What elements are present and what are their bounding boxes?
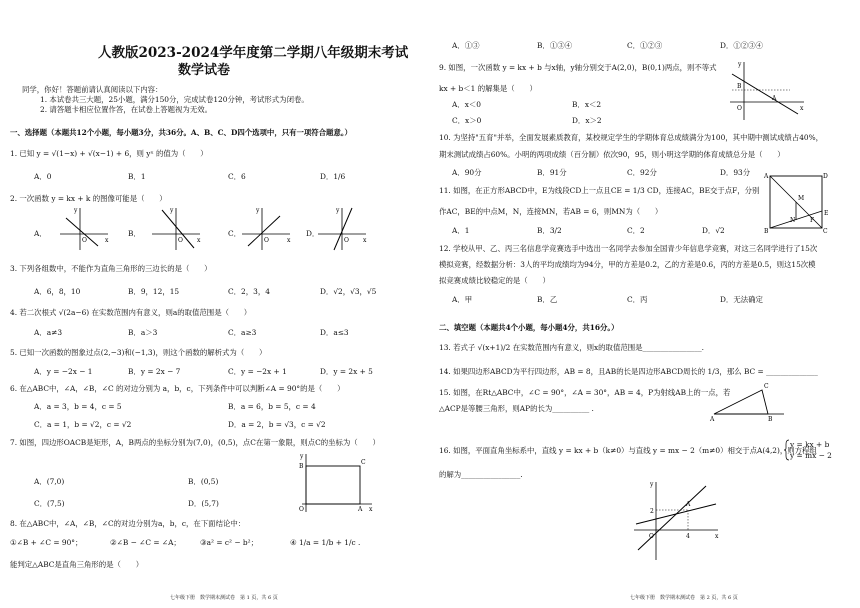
axis-x-label: x (363, 237, 367, 244)
exam-subtitle: 数学试卷 (178, 63, 231, 78)
q8-item-3: ③a² = c² − b²； (200, 538, 258, 547)
point-e-label: E (824, 210, 829, 217)
axis-y-label: y (300, 453, 304, 460)
question-11-cont: 作AC，BE的中点M，N，连接MN，若AB = 6，则MN为（ ） (439, 207, 663, 216)
axis-x-label: x (369, 506, 373, 513)
q16-system-eq-2: y = mx − 2 (790, 451, 832, 460)
point-a-label: A (686, 501, 691, 508)
q2-option-c: C． (228, 229, 242, 238)
q9-option-a: A．x＜0 (452, 100, 481, 109)
question-1: 1. 已知 y = √(1−x) + √(x−1) + 6，则 yˣ 的值为（ ） (10, 149, 208, 158)
q8-item-4: ④ 1/a = 1/b + 1/c . (290, 538, 361, 547)
q8-item-1: ①∠B + ∠C = 90°； (10, 538, 83, 547)
point-c-label: C (361, 459, 366, 466)
q7-option-b: B．(0,5) (188, 477, 219, 486)
q2-graph-d (316, 206, 370, 252)
q8-option-b: B．①③④ (537, 41, 572, 50)
point-c-label: C (764, 383, 769, 390)
notice-line-3: 2. 请答题卡相应位置作答，在试卷上答题视为无效。 (40, 105, 212, 114)
axis-x-label: x (197, 237, 201, 244)
q11-option-d: D．√2 (702, 226, 725, 235)
question-12-cont-2: 拟竞赛成绩比较稳定的是（ ） (439, 276, 550, 285)
q5-option-a: A．y = −2x − 1 (34, 367, 93, 376)
question-10-cont: 期末测试成绩占60%。小明的两项成绩（百分制）依次90，95，则小明这学期的体育成绩总分是（ ） (439, 150, 785, 159)
point-d-label: D (823, 173, 828, 180)
point-a-label: A (358, 506, 363, 513)
axis-y-label: y (256, 207, 260, 214)
q9-option-b: B．x＜2 (572, 100, 602, 109)
q1-option-a: A．0 (34, 172, 52, 181)
point-a-label: A (772, 95, 777, 102)
q10-option-d: D．93分 (720, 168, 751, 177)
notice-line-1: 同学，你好！答题前请认真阅读以下内容： (22, 85, 163, 94)
q1-option-b: B．1 (128, 172, 146, 181)
origin-label: O (737, 105, 742, 112)
origin-label: O (344, 237, 349, 244)
question-7: 7. 如图，四边形OACB是矩形，A，B两点的坐标分别为(7,0)，(0,5)，点C在第一象限，则点C的坐标为（ ） (10, 438, 380, 447)
q5-option-b: B．y = 2x − 7 (128, 367, 181, 376)
question-8: 8. 在△ABC中，∠A，∠B，∠C的对边分别为a，b，c，在下面结论中： (10, 519, 246, 528)
q8-question-end: 能判定△ABC是直角三角形的是（ ） (10, 560, 144, 569)
axis-y-label: y (650, 481, 654, 488)
point-f-label: F (810, 217, 815, 224)
q2-graph-b (150, 206, 204, 252)
question-12: 12. 学校从甲、乙、丙三名信息学竞赛选手中选出一名同学去参加全国青少年信息学竞赛，对这三名同学进行了15次 (439, 244, 818, 253)
question-15-cont: △ACP是等腰三角形，则AP的长为__________ . (439, 404, 594, 413)
q11-option-a: A．1 (452, 226, 470, 235)
q7-option-c: C．(7,5) (34, 499, 65, 508)
notice-line-2: 1. 本试卷共三大题，25小题，满分150分，完成试卷120分钟，考试形式为闭卷。 (40, 95, 309, 104)
q15-triangle-figure (708, 380, 788, 422)
question-9: 9. 如图，一次函数 y = kx + b 与x轴，y轴分别交于A(2,0)，B(0,1)两点，则不等式 (439, 63, 717, 72)
origin-label: O (82, 237, 87, 244)
q12-option-a: A．甲 (452, 295, 473, 304)
q8-item-2: ②∠B − ∠C = ∠A； (110, 538, 181, 547)
q7-rectangle-figure (296, 452, 376, 514)
q8-option-c: C．①②③ (627, 41, 663, 50)
section-1-heading: 一、选择题（本题共12个小题，每小题3分，共36分。A、B、C、D四个选项中，只有一项符合题意。） (10, 128, 352, 137)
question-5: 5. 已知一次函数的图象过点(2,−3)和(−1,3)，则这个函数的解析式为（ ） (10, 348, 267, 357)
q9-option-c: C．x＞0 (452, 116, 482, 125)
q10-option-c: C．92分 (627, 168, 657, 177)
q4-option-a: A．a≠3 (34, 328, 63, 337)
q4-option-d: D．a≤3 (320, 328, 349, 337)
axis-y-label: y (74, 207, 78, 214)
question-11: 11. 如图，在正方形ABCD中，E为线段CD上一点且CE = 1/3 CD，连接AC，BE交于点F，分别 (439, 186, 760, 195)
question-16-cont: 的解为________________. (439, 470, 523, 479)
q2-option-a: A． (34, 229, 47, 238)
origin-label: O (299, 506, 304, 513)
question-14: 14. 如果四边形ABCD为平行四边形，AB = 8，且AB的长是四边形ABCD周长的 1/3，那么 BC = ______________ (439, 367, 818, 376)
q6-option-b: B．a = 6，b = 5，c = 4 (228, 402, 316, 411)
page-1-footer: 七年级下册 数学期末测试卷 第 1 页，共 6 页 (170, 595, 278, 601)
question-12-cont-1: 模拟竞赛，经数据分析：3人的平均成绩均为94分，甲的方差是0.2，乙的方差是0.6，丙的方差是0.5，则这15次模 (439, 260, 816, 269)
q6-option-c: C．a = 1，b = √2，c = √2 (34, 420, 132, 429)
q9-line-graph (728, 60, 806, 122)
question-2: 2. 一次函数 y = kx + k 的图像可能是（ ） (10, 194, 167, 203)
q9-option-d: D．x＞2 (572, 116, 602, 125)
q3-option-c: C．2，3，4 (228, 287, 270, 296)
q4-option-b: B．a＞3 (128, 328, 158, 337)
axis-y-label: y (170, 207, 174, 214)
origin-label: O (178, 237, 183, 244)
point-a-label: A (710, 416, 715, 422)
q8-option-a: A．①③ (452, 41, 480, 50)
q3-option-d: D．√2，√3，√5 (320, 287, 377, 296)
origin-label: O (649, 533, 654, 540)
q3-option-a: A．6，8，10 (34, 287, 81, 296)
section-2-heading: 二、填空题（本题共4个小题，每小题4分，共16分。） (439, 323, 619, 332)
point-b-label: B (737, 83, 742, 90)
q4-option-c: C．a≥3 (228, 328, 257, 337)
point-m-label: M (798, 195, 805, 202)
q10-option-b: B．91分 (537, 168, 567, 177)
q16-system-brace (784, 439, 790, 461)
q2-option-b: B． (128, 229, 141, 238)
q1-option-c: C．6 (228, 172, 246, 181)
q8-option-d: D．①②③④ (720, 41, 763, 50)
point-a-label: A (764, 173, 769, 180)
axis-x-label: x (715, 533, 719, 540)
q2-graph-c (240, 206, 294, 252)
y-value-2-label: 2 (650, 508, 654, 515)
axis-y-label: y (336, 207, 340, 214)
q2-graph-a (58, 206, 112, 252)
q16-system-eq-1: y = kx + b (790, 440, 830, 449)
q6-option-a: A．a = 3，b = 4，c = 5 (34, 402, 122, 411)
q10-option-a: A．90分 (452, 168, 482, 177)
q2-option-d: D． (306, 229, 320, 238)
exam-title: 人教版2023-2024学年度第二学期八年级期末考试 (98, 45, 409, 61)
q1-option-d: D．1/6 (320, 172, 346, 181)
question-16: 16. 如图，平面直角坐标系中，直线 y = kx + b（k≠0）与直线 y = mx − 2（m≠0）相交于点A(4,2)，则方程组 (439, 446, 817, 455)
question-3: 3. 下列各组数中，不能作为直角三角形的三边长的是（ ） (10, 264, 212, 273)
q5-option-c: C．y = −2x + 1 (228, 367, 287, 376)
axis-y-label: y (738, 61, 742, 68)
point-b-label: B (764, 228, 769, 234)
q6-option-d: D．a = 2，b = √3，c = √2 (228, 420, 326, 429)
point-b-label: B (768, 416, 773, 422)
q7-option-d: D．(5,7) (188, 499, 219, 508)
axis-x-label: x (287, 237, 291, 244)
axis-x-label: x (105, 237, 109, 244)
q3-option-b: B．9，12，15 (128, 287, 180, 296)
point-n-label: N (790, 217, 796, 224)
question-13: 13. 若式子 √(x+1)/2 在实数范围内有意义，则x的取值范围是________________. (439, 343, 704, 352)
q5-option-d: D．y = 2x + 5 (320, 367, 373, 376)
q16-intersection-graph (630, 478, 722, 562)
point-c-label: C (823, 228, 828, 234)
origin-label: O (264, 237, 269, 244)
question-15: 15. 如图，在Rt△ABC中，∠C = 90°，∠A = 30°，AB = 4，P为射线AB上的一点，若 (439, 388, 731, 397)
q12-option-c: C．丙 (627, 295, 648, 304)
q7-option-a: A．(7,0) (34, 477, 65, 486)
point-b-label: B (299, 463, 304, 470)
q11-square-figure (762, 170, 830, 234)
question-6: 6. 在△ABC中，∠A，∠B，∠C 的对边分别为 a，b，c，下列条件中可以判断∠A = 90°的是（ ） (10, 384, 345, 393)
page-2-footer: 七年级下册 数学期末测试卷 第 2 页，共 6 页 (630, 595, 738, 601)
question-10: 10. 为坚持"五育"并举，全面发展素质教育，某校规定学生的学期体育总成绩满分为100，其中期中测试成绩占40%， (439, 133, 824, 142)
q11-option-c: C．2 (627, 226, 645, 235)
axis-x-label: x (800, 105, 804, 112)
x-value-4-label: 4 (686, 533, 690, 540)
question-9-cont: kx + b＜1 的解集是（ ） (439, 84, 537, 93)
q11-option-b: B．3/2 (537, 226, 562, 235)
q12-option-b: B．乙 (537, 295, 558, 304)
question-4: 4. 若二次根式 √(2a−6) 在实数范围内有意义，则a的取值范围是（ ） (10, 308, 252, 317)
q12-option-d: D．无法确定 (720, 295, 763, 304)
